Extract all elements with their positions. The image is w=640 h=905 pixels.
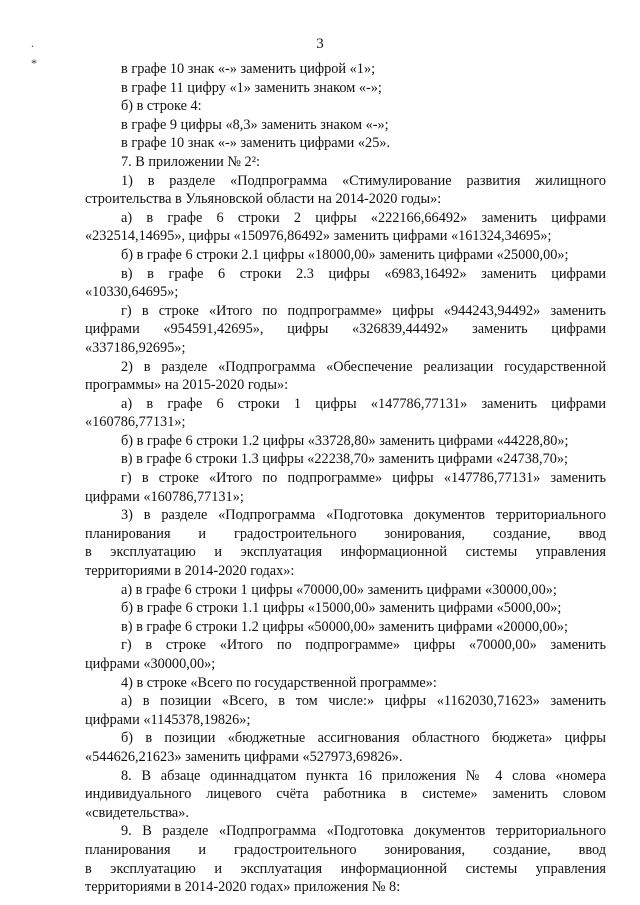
document-body	[85, 60, 606, 897]
text-line: 8. В абзаце одиннадцатом пункта 16 приложения № 4 слова «номера	[121, 767, 606, 784]
text-line: 4) в строке «Всего по государственной программе»:	[121, 674, 437, 691]
text-line: б) в графе 6 строки 2.1 цифры «18000,00» заменить цифрами «25000,00»;	[121, 246, 569, 263]
text-line: территориями в 2014-2020 годах»:	[85, 563, 295, 580]
text-line: а) в позиции «Всего, в том числе:» цифры «1162030,71623» заменить	[121, 693, 606, 710]
text-line: в эксплуатацию и эксплуатация информационной системы управления	[85, 544, 606, 561]
page-number: 3	[316, 36, 324, 52]
text-line: в графе 10 знак «-» заменить цифрами «25».	[121, 135, 391, 152]
text-line: в графе 11 цифру «1» заменить знаком «-»;	[121, 79, 382, 96]
text-line: г) в строке «Итого по подпрограмме» цифры «147786,77131» заменить	[121, 470, 606, 487]
text-line: «10330,64695»;	[85, 284, 179, 301]
text-line: «свидетельства».	[85, 804, 189, 821]
text-line: в) в графе 6 строки 1.3 цифры «22238,70» заменить цифрами «24738,70»;	[121, 451, 568, 468]
margin-mark-second: *	[31, 56, 37, 70]
text-line: цифрами «30000,00»;	[85, 656, 216, 672]
text-line: «232514,14695», цифры «150976,86492» заменить цифрами «161324,34695»;	[85, 228, 552, 245]
text-line: «544626,21623» заменить цифрами «527973,69826».	[85, 748, 403, 765]
margin-mark-top: .	[31, 36, 34, 50]
text-line: «160786,77131»;	[85, 414, 186, 431]
text-line: в) в графе 6 строки 1.2 цифры «50000,00» заменить цифрами «20000,00»;	[121, 618, 568, 635]
text-line: в графе 10 знак «-» заменить цифрой «1»;	[121, 61, 376, 77]
text-line: «337186,92695»;	[85, 339, 186, 356]
text-line: цифрами «954591,42695», цифры «326839,44492» заменить цифрами	[85, 321, 606, 338]
text-line: г) в строке «Итого по подпрограмме» цифры «70000,00» заменить	[121, 637, 606, 654]
text-line: а) в графе 6 строки 1 цифры «147786,77131» заменить цифрами	[121, 395, 606, 412]
text-line: планирования и градостроительного зонирования, создание, ввод	[85, 525, 606, 542]
text-line: а) в графе 6 строки 2 цифры «222166,66492» заменить цифрами	[121, 209, 606, 226]
text-line: цифрами «1145378,19826»;	[85, 711, 251, 728]
text-line: 3) в разделе «Подпрограмма «Подготовка документов территориального	[121, 507, 606, 524]
text-line: программы» на 2015-2020 годы»:	[85, 377, 289, 394]
text-line: б) в графе 6 строки 1.1 цифры «15000,00» заменить цифрами «5000,00»;	[121, 600, 562, 617]
text-line: цифрами «160786,77131»;	[85, 488, 244, 505]
text-line: б) в позиции «бюджетные ассигнования областного бюджета» цифры	[121, 730, 606, 747]
text-line: 7. В приложении № 2²:	[121, 153, 260, 170]
text-line: г) в строке «Итого по подпрограмме» цифры «944243,94492» заменить	[121, 302, 606, 319]
text-line: в эксплуатацию и эксплуатация информационной системы управления	[85, 860, 606, 877]
text-line: планирования и градостроительного зонирования, создание, ввод	[85, 841, 606, 858]
text-line: в) в графе 6 строки 2.3 цифры «6983,16492» заменить цифрами	[121, 265, 606, 282]
text-line: а) в графе 6 строки 1 цифры «70000,00» заменить цифрами «30000,00»;	[121, 581, 557, 598]
text-line: 2) в разделе «Подпрограмма «Обеспечение реализации государственной	[121, 358, 606, 375]
text-line: б) в графе 6 строки 1.2 цифры «33728,80» заменить цифрами «44228,80»;	[121, 432, 569, 449]
text-line: в графе 9 цифры «8,3» заменить знаком «-»;	[121, 116, 389, 133]
text-line: индивидуального лицевого счёта работника в системе» заменить словом	[85, 786, 606, 803]
text-line: строительства в Ульяновской области на 2014-2020 годы»:	[85, 191, 442, 208]
text-line: 9. В разделе «Подпрограмма «Подготовка документов территориального	[121, 823, 606, 840]
text-line: б) в строке 4:	[121, 98, 202, 115]
text-line: 1) в разделе «Подпрограмма «Стимулирование развития жилищного	[121, 172, 606, 189]
text-line: территориями в 2014-2020 годах» приложения № 8:	[85, 879, 401, 896]
